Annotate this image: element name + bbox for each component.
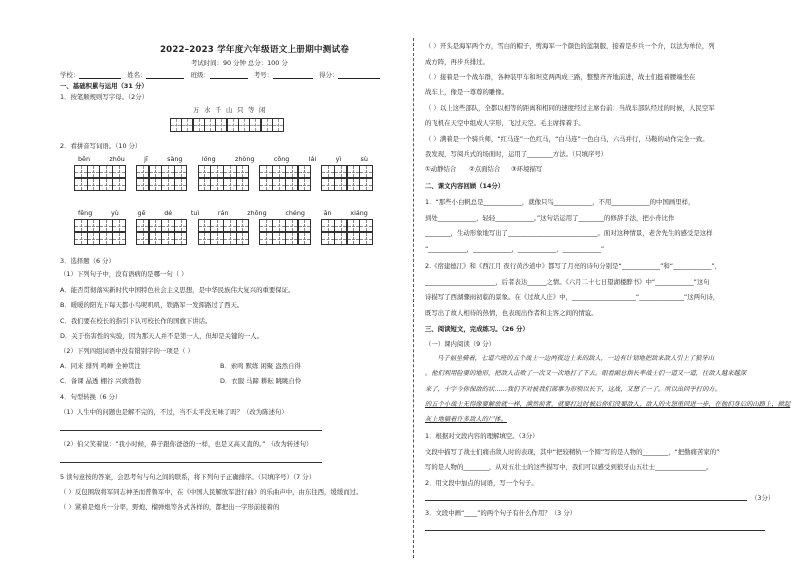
r3-q2-score: （3分） (751, 494, 775, 502)
exam-title: 2022–2023 学年度六年级语文上册期中测试卷 (160, 45, 350, 55)
school-input[interactable] (79, 72, 121, 79)
name-label: 姓名： (127, 71, 147, 79)
s2-q2-line-c: 诗描写了西湖骤雨初临的景象。在《过故人庄》中，____________________“______________”这两句诗， (425, 293, 720, 301)
exam-info: 考试时间：90 分钟 总分：100 分 (191, 59, 288, 67)
s2-q1-line-b: 到处____________，轻轻____________。”这句话运用了________的修辞手法，把小舟比作 (425, 214, 675, 222)
order-option-1: ①动静结合 (425, 165, 457, 173)
section2-heading: 二、课文内容回顾（14分） (425, 182, 505, 190)
right-column (425, 0, 791, 562)
column-divider (413, 38, 414, 558)
pinyin-grid-row-2[interactable] (74, 219, 372, 232)
order-option-3: ③环境描写 (511, 165, 543, 173)
school-label: 学校： (60, 71, 80, 79)
s2-q1-line-a: 1．“那些小白帆总是____________，就像只鸟____________，不用____________的中国画里样， (425, 198, 695, 206)
pinyin-grid-row-1b[interactable] (74, 178, 372, 191)
q1-text: 1．按笔顺规则写字母。（2分） (60, 93, 149, 101)
q1-writing-boxes[interactable] (170, 118, 283, 132)
class-label: 班级： (190, 71, 210, 79)
q1-characters: 万 水 千 山 只 等 闲 (193, 106, 266, 114)
q4-answer-line-2[interactable] (60, 462, 322, 463)
q3-opt-a2: A．同来 排列 鸣蝉 全神贯注 (60, 362, 141, 370)
id-label: 考号： (253, 71, 274, 79)
s2-q2-line-b: ______________________，后者表达______之情。《六月二十七日望湖楼醉书》中“____________”这句 (425, 278, 710, 286)
passage-line-1: 马子福坐骑着，七道六班的五个战士一边两夜边上来的敌人，一边有计划地把敌来敌人引上了狼牙山 (437, 355, 715, 362)
q3-option-b: B．暖暖的阳光下每天都小鸟呢叽叽，铁路军一发挥路过了西天。 (60, 301, 244, 309)
q4-sub2: （2）伯父笑着说：“我小时候，鼻子跟你爸爸的一样，也是又高又直的。” （改为转述句） (60, 440, 313, 448)
section3-heading: 三、阅读短文，完成练习。（26 分） (425, 325, 529, 333)
name-input[interactable] (146, 72, 184, 79)
s2-q2-line-a: 2.《宿建德江》和《西江月 夜行黄沙道中》都写了月亮的诗句分别是“____________”和“____________”， (425, 262, 722, 270)
q3-opt-b2: B．索鸣 默练 闲聚 盎然自得 (220, 362, 301, 370)
pinyin-row-1: bēn zhōu jī sàng lóng zhòng cōng lái yì sù (78, 155, 368, 163)
order-option-2: ②点面结合 (469, 165, 501, 173)
order-line-1a: （ ）开头是海军两个方，雪白的帽子，剪海军一个颜色的蓝制服，接着是步兵一个介，以法为单位，列 (425, 42, 715, 50)
s2-q1-line-d: “____________，____________，____________，____________” (425, 245, 605, 253)
passage-line-4: 的五个小战士无得像要解放就一样，满然前者，就要打过时被后你们没要敌人，敌人的火怒重回进一步，在他们身后的山路上，掀起 (425, 401, 791, 408)
passage-line-5: 灰上地躺着许多敌人的尸体。 (425, 416, 507, 423)
order-line-2b: 战车上，像是一尊尊的雕像。 (425, 88, 509, 96)
section1-heading: 一、基础积累与运用（31 分） (60, 82, 148, 90)
r3-q2: 2．用文段中加点的词语，写一个句子。 (425, 479, 538, 487)
q2-text: 2．看拼音写词语。（10 分） (60, 142, 142, 150)
left-column (60, 0, 400, 562)
id-input[interactable] (273, 72, 313, 79)
order-line-1b: 成方阵，再步兵排过。 (425, 58, 489, 66)
q4-text: 4．句型转换（6 分） (60, 393, 122, 401)
q3-option-c: C．我们要在校长的指引下认可校长作的国旗下讲话。 (60, 317, 212, 325)
order-line-2a: （ ）接着是一个战车群，各种装甲车和坦克两两成三路，整整齐齐地前进，战士们挺着腰端坐在 (425, 73, 696, 81)
order-line-4a: （ ）满着是一个骑兵师，“红马连”一色红马，“白马连”一色白马，六马并行，马鞍的动作完全一致。 (425, 135, 709, 143)
r3-q1-line-b: 写的是人物的________，从对五壮士的这些描写中，我们可以感受到狼牙山五壮士________________。 (425, 463, 713, 471)
q3-option-d: D．关于伤害性的实验，因为那天人并不是第一人，但却是关键的一人。 (60, 332, 264, 340)
q5-text: 5 读句意按的答案，会思考句与句之间的联系，将下列句子正确排序。（只填序号）（7 分） (60, 473, 316, 481)
order-line-3a: （ ）以上这些部队，全都以相等的距离和相同的速度经过主席台前：当战车部队经过的时候，人民空军 (425, 104, 715, 112)
q3-sub1: （1）下列句子中，没有语病的是哪一句（ ） (60, 270, 188, 278)
section3-sub: （一）课内阅读（9 分） (425, 340, 496, 348)
r3-q1: 1．根据对文段内容的理解填空。（3分） (425, 432, 539, 440)
score-input[interactable] (338, 72, 380, 79)
r3-q3: 3．文段中画“____”的两个句子有什么作用？（3 分） (425, 509, 576, 517)
order-line-3b: 的飞机在天空中组成人字形，飞过天空。毛主席挥着手。 (425, 119, 585, 127)
passage-line-3: 来了，十字今你保敌的状……我们不对被我们部事为形别以长下，这战，又想了一了。所以出回乎打的方。 (425, 386, 721, 393)
q4-sub1: （1）人生中的问题也是解不完的，不过，当不太平没无味了吗？（改为陈述句） (60, 408, 288, 416)
r3-q3-answer-line[interactable] (425, 530, 765, 531)
pinyin-row-2: fēng yù gē dé tuì rán zhōng chéng ān xiáng (78, 209, 368, 217)
q5-line-1: （ ）反包围敌将军同志神圣而普鲁军中，在《中国人民解放军进行曲》的乐曲声中，由东往西，缓缓而过。 (60, 488, 363, 496)
s2-q1-line-c: ________，生动形象地写出了____________________________。面对这种情景，老舍先生的感受是这样 (425, 229, 713, 237)
info-fields (60, 71, 380, 79)
q3-option-a: A．能否贯彻落实新时代中国特色社会主义思想，是中华民族伟大复兴的重要保证。 (60, 286, 295, 294)
order-line-4b: 我发现，写阅兵式的场面时，运用了________方法。（只填序号） (425, 150, 608, 158)
class-input[interactable] (210, 72, 248, 79)
s2-q2-line-d: 既写出了故人相待的热情，也表现出作者和主客之间的情谊。 (425, 309, 598, 317)
q5-line-2: （ ）紧着是炮兵一分率，野炮、榴弹炮等各式各样的，都把出一字形前接着的 (60, 503, 280, 511)
q3-opt-c2: C．备课 晶透 棚谷 兴致勃勃 (60, 377, 141, 385)
r3-q1-line-a: 文段中描写了战士们痛击敌人时的表现，其中“把较精轨一个圆”写的是人物的________，“把勤痛苦家的” (425, 448, 720, 456)
q3-text: 3．选择题（6 分） (60, 257, 115, 265)
pinyin-grid-row-1[interactable] (74, 165, 372, 178)
pinyin-grid-row-2b[interactable] (74, 232, 372, 245)
passage-line-2: 。他们利用险要的地形，把敌人击败了一次又一次地打了下去。眼看副总指长率战士们一道又一道，往敌人越来越深 (425, 370, 747, 377)
q3-opt-d2: D．衣服 马蹄 耕耘 眺眺自怜 (220, 377, 302, 385)
r3-q2-answer-line[interactable] (425, 500, 747, 501)
q4-answer-line-1[interactable] (60, 430, 322, 431)
q3-sub2: （2）下列四组词语中没有错别字的一项是（ ） (60, 347, 194, 355)
score-label: 得分： (319, 71, 339, 79)
